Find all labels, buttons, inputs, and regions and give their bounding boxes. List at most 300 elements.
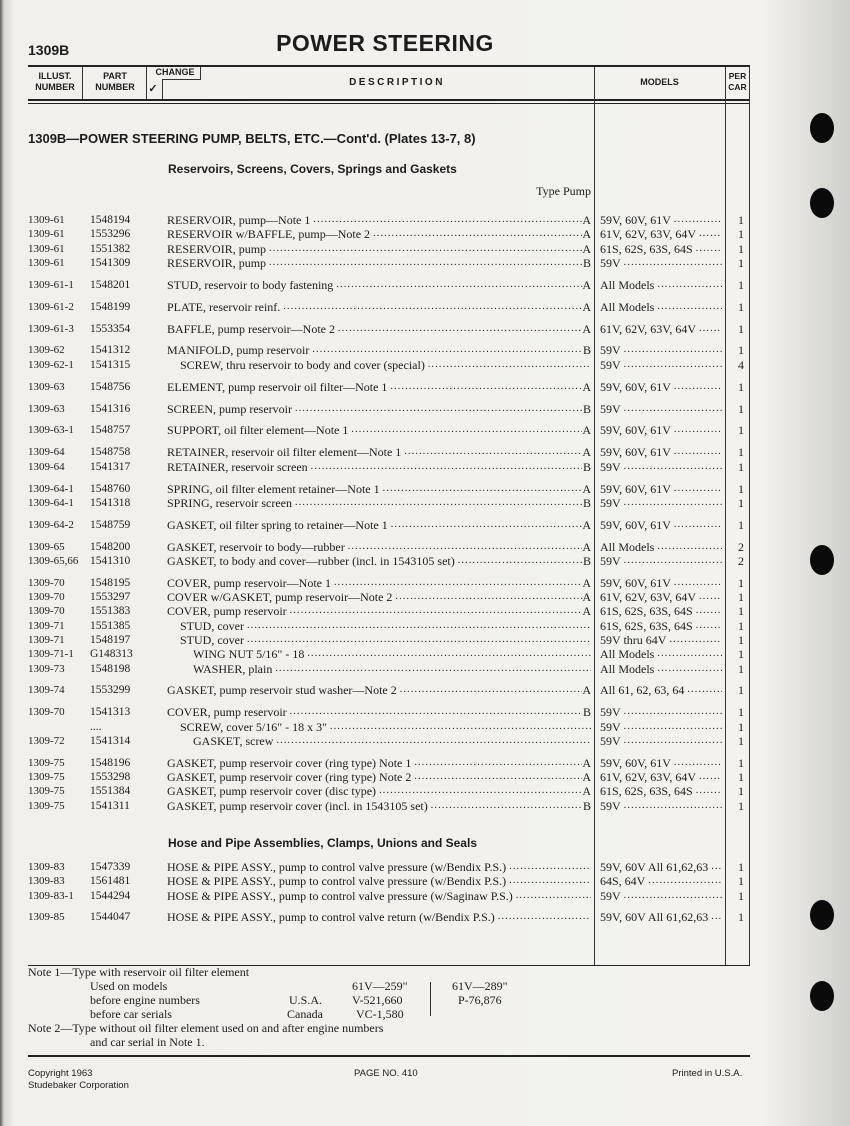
part-number: 1553299 — [90, 684, 131, 697]
dot-leader — [312, 343, 582, 357]
per-car: 1 — [738, 604, 744, 619]
models — [600, 860, 722, 874]
dot-leader — [624, 460, 722, 474]
models-text: 59V, 60V, 61V — [600, 445, 671, 460]
table-row — [0, 683, 760, 697]
table-row — [0, 874, 760, 888]
dot-leader — [351, 423, 582, 437]
footer-rule — [28, 1055, 750, 1057]
illust-number: 1309-64 — [28, 460, 65, 473]
models — [600, 343, 722, 357]
pump-type: A — [582, 445, 591, 460]
dot-leader — [334, 576, 582, 590]
models-text: 59V — [600, 733, 621, 748]
part-number: 1541318 — [90, 496, 131, 509]
note-usa: U.S.A. — [289, 993, 323, 1007]
per-car: 1 — [738, 495, 744, 510]
divider — [430, 982, 431, 1016]
description-text: PLATE, reservoir reinf. — [167, 299, 281, 314]
description-text: GASKET, pump reservoir stud washer—Note 2 — [167, 683, 397, 698]
description-text: HOSE & PIPE ASSY., pump to control valve pressure (w/Bendix P.S.) — [167, 874, 507, 889]
table-row — [0, 633, 760, 647]
note-col2-engine: P-76,876 — [458, 993, 502, 1007]
per-car: 1 — [738, 632, 744, 647]
table-row — [0, 604, 760, 618]
part-group — [0, 322, 760, 336]
description-text: COVER, pump reservoir — [167, 705, 287, 720]
per-car: 1 — [738, 227, 744, 242]
pump-type: A — [582, 517, 591, 532]
section-number: 1309B — [28, 42, 70, 58]
models-text: 59V — [600, 255, 621, 270]
pump-type: A — [582, 604, 591, 619]
models-text: All Models — [600, 539, 655, 554]
part-number: 1541315 — [90, 358, 131, 371]
models — [600, 633, 722, 647]
dot-leader — [295, 496, 582, 510]
part-group — [0, 343, 760, 372]
illust-number: 1309-70 — [28, 706, 65, 719]
per-car: 1 — [738, 255, 744, 270]
per-car: 1 — [738, 647, 744, 662]
dot-leader — [283, 300, 582, 314]
models — [600, 647, 722, 661]
per-car: 1 — [738, 277, 744, 292]
dot-leader — [624, 343, 722, 357]
pump-type: A — [582, 590, 591, 605]
company: Studebaker Corporation — [28, 1080, 129, 1091]
description — [167, 227, 582, 241]
per-car: 1 — [738, 481, 744, 496]
models — [600, 213, 722, 227]
models-text: 61V, 62V, 63V, 64V — [600, 590, 697, 605]
per-car: 1 — [738, 705, 744, 720]
pump-type: B — [582, 798, 591, 813]
dot-leader — [699, 590, 722, 604]
dot-leader — [657, 278, 722, 292]
part-number: 1548200 — [90, 540, 131, 553]
dot-leader — [624, 889, 722, 903]
part-number: 1548756 — [90, 380, 131, 393]
description-text: GASKET, pump reservoir cover (disc type) — [167, 784, 377, 799]
description-text: COVER, pump reservoir—Note 1 — [167, 575, 331, 590]
part-number: 1541311 — [90, 799, 130, 812]
part-group — [0, 213, 760, 270]
description — [167, 756, 582, 770]
dot-leader — [313, 213, 582, 227]
per-car: 1 — [738, 379, 744, 394]
dot-leader — [674, 756, 722, 770]
table-row — [0, 518, 760, 532]
part-number: 1553297 — [90, 591, 131, 604]
dot-leader — [295, 402, 582, 416]
dot-leader — [674, 380, 722, 394]
per-car: 1 — [738, 423, 744, 438]
models — [600, 784, 722, 798]
part-number: 1548198 — [90, 662, 131, 675]
dot-leader — [624, 402, 722, 416]
description-text: GASKET, pump reservoir cover (ring type) Note 1 — [167, 755, 412, 770]
illust-number: 1309-71-1 — [28, 648, 74, 661]
description — [167, 705, 582, 719]
dot-leader — [290, 604, 582, 618]
punch-hole — [810, 545, 834, 575]
part-number: 1548201 — [90, 278, 131, 291]
description-text: SCREW, cover 5/16" - 18 x 3" — [180, 719, 328, 734]
illust-number: 1309-70 — [28, 591, 65, 604]
description — [193, 647, 591, 661]
illust-number: 1309-65,66 — [28, 554, 79, 567]
note-2: Note 2—Type without oil filter element used on and after engine numbers — [28, 1021, 384, 1035]
description — [167, 482, 582, 496]
part-number: 1548199 — [90, 300, 131, 313]
dot-leader — [696, 619, 722, 633]
dot-leader — [247, 619, 591, 633]
section-heading: Reservoirs, Screens, Covers, Springs and Gaskets — [168, 162, 457, 176]
description-text: GASKET, to body and cover—rubber (incl. in 1543105 set) — [167, 553, 455, 568]
copyright: Copyright 1963 — [28, 1068, 93, 1079]
dot-leader — [390, 380, 582, 394]
per-car: 4 — [738, 357, 744, 372]
dot-leader — [624, 256, 722, 270]
part-number: 1561481 — [90, 875, 131, 888]
pump-type: A — [582, 379, 591, 394]
table-row — [0, 482, 760, 496]
dot-leader — [674, 482, 722, 496]
models-text: 59V — [600, 888, 621, 903]
description-text: RESERVOIR, pump — [167, 241, 267, 256]
illust-number: 1309-63 — [28, 402, 65, 415]
table-row — [0, 784, 760, 798]
models — [600, 242, 722, 256]
dot-leader — [674, 423, 722, 437]
pump-type: A — [582, 213, 591, 227]
description — [167, 423, 582, 437]
dot-leader — [669, 633, 722, 647]
models-text: 59V, 60V, 61V — [600, 481, 671, 496]
models — [600, 874, 722, 888]
parts-list-hoses — [0, 860, 760, 932]
part-number: 1541317 — [90, 460, 131, 473]
group-title: 1309B—POWER STEERING PUMP, BELTS, ETC.—Cont'd. (Plates 13-7, 8) — [28, 131, 476, 146]
description — [167, 683, 582, 697]
models-text: 59V — [600, 705, 621, 720]
dot-leader — [624, 720, 722, 734]
description — [167, 910, 591, 924]
illust-number: 1309-71 — [28, 633, 65, 646]
models — [600, 445, 722, 459]
models — [600, 278, 722, 292]
description-text: SUPPORT, oil filter element—Note 1 — [167, 423, 349, 438]
models-text: 59V, 60V, 61V — [600, 213, 671, 227]
dot-leader — [687, 683, 722, 697]
dot-leader — [348, 540, 582, 554]
description-text: GASKET, pump reservoir cover (ring type) Note 2 — [167, 770, 412, 785]
description-text: GASKET, reservoir to body—rubber — [167, 539, 345, 554]
models-text: 59V — [600, 553, 621, 568]
header-bottom-rule — [28, 99, 750, 101]
part-group — [0, 402, 760, 416]
description-text: SCREW, thru reservoir to body and cover (special) — [180, 357, 425, 372]
part-number: 1541316 — [90, 402, 131, 415]
dot-leader — [330, 720, 591, 734]
part-number: 1548197 — [90, 633, 131, 646]
per-car: 1 — [738, 755, 744, 770]
models-text: 64S, 64V — [600, 874, 646, 889]
part-number: 1544294 — [90, 889, 131, 902]
description-text: WING NUT 5/16" - 18 — [193, 647, 305, 662]
description-text: RETAINER, reservoir screen — [167, 459, 308, 474]
per-car: 1 — [738, 213, 744, 227]
description — [193, 734, 591, 748]
pump-type: A — [582, 539, 591, 554]
models-text: 59V — [600, 401, 621, 416]
description — [167, 770, 582, 784]
per-car: 2 — [738, 539, 744, 554]
dot-leader — [269, 242, 582, 256]
description — [167, 380, 582, 394]
dot-leader — [711, 860, 722, 874]
pump-type: A — [582, 770, 591, 785]
models — [600, 358, 722, 372]
note-1-engine: before engine numbers — [90, 993, 200, 1007]
models-text: 59V, 60V, 61V — [600, 379, 671, 394]
per-car: 1 — [738, 321, 744, 336]
per-car: 1 — [738, 733, 744, 748]
description — [167, 860, 591, 874]
models-text: 61V, 62V, 63V, 64V — [600, 321, 697, 336]
printed-in: Printed in U.S.A. — [672, 1068, 743, 1079]
dot-leader — [276, 734, 591, 748]
pump-type: B — [582, 495, 591, 510]
section-heading: Hose and Pipe Assemblies, Clamps, Unions and Seals — [168, 836, 477, 850]
table-row — [0, 496, 760, 510]
description-text: WASHER, plain — [193, 661, 273, 676]
description-text: HOSE & PIPE ASSY., pump to control valve pressure (w/Bendix P.S.) — [167, 860, 507, 874]
part-number: 1551385 — [90, 619, 131, 632]
part-group — [0, 278, 760, 292]
models-text: 59V, 60V, 61V — [600, 755, 671, 770]
parts-list-reservoirs — [0, 213, 760, 821]
table-row — [0, 460, 760, 474]
table-row — [0, 756, 760, 770]
dot-leader — [307, 647, 591, 661]
illust-number: 1309-61-1 — [28, 278, 74, 291]
models — [600, 402, 722, 416]
per-car: 1 — [738, 517, 744, 532]
models-text: 59V, 60V, 61V — [600, 423, 671, 438]
description — [167, 213, 582, 227]
pump-type: A — [582, 241, 591, 256]
dot-leader — [498, 910, 591, 924]
divider — [82, 67, 83, 99]
table-row — [0, 889, 760, 903]
per-car: 1 — [738, 888, 744, 903]
models-text: 59V, 60V, 61V — [600, 575, 671, 590]
models — [600, 300, 722, 314]
part-number: 1551383 — [90, 605, 131, 618]
note-col1-engine: V-521,660 — [352, 993, 403, 1007]
table-row — [0, 734, 760, 748]
note-canada: Canada — [287, 1007, 323, 1021]
part-number: 1541314 — [90, 734, 131, 747]
part-number: 1548195 — [90, 576, 131, 589]
part-number: 1547339 — [90, 861, 131, 873]
illust-number: 1309-75 — [28, 771, 65, 784]
type-pump-header: Type Pump — [536, 184, 591, 198]
table-row — [0, 402, 760, 416]
dot-leader — [657, 540, 722, 554]
part-number: 1541309 — [90, 256, 131, 269]
models — [600, 889, 722, 903]
per-car: 1 — [738, 860, 744, 874]
models — [600, 256, 722, 270]
models — [600, 683, 722, 697]
illust-number: 1309-70 — [28, 576, 65, 589]
table-row — [0, 540, 760, 554]
models-text: 59V — [600, 495, 621, 510]
models — [600, 423, 722, 437]
illust-number: 1309-71 — [28, 619, 65, 632]
illust-number: 1309-73 — [28, 662, 65, 675]
table-row — [0, 770, 760, 784]
pump-type: A — [582, 784, 591, 799]
models-text: All Models — [600, 647, 655, 662]
part-number: 1553298 — [90, 771, 131, 784]
models-text: All Models — [600, 661, 655, 676]
dot-leader — [624, 554, 722, 568]
description-text: STUD, reservoir to body fastening — [167, 277, 334, 292]
models — [600, 227, 722, 241]
dot-leader — [458, 554, 582, 568]
models — [600, 380, 722, 394]
description — [180, 619, 591, 633]
models-text: 61V, 62V, 63V, 64V — [600, 770, 697, 785]
models-text: 59V, 60V, 61V — [600, 517, 671, 532]
description — [167, 460, 582, 474]
description — [180, 633, 591, 647]
pump-type: A — [582, 299, 591, 314]
dot-leader — [699, 322, 722, 336]
note-1-serials: before car serials — [90, 1007, 172, 1021]
dot-leader — [379, 784, 582, 798]
punch-hole — [810, 981, 834, 1011]
illust-number: 1309-83 — [28, 861, 65, 873]
models — [600, 910, 722, 924]
table-row — [0, 799, 760, 813]
description — [167, 518, 582, 532]
per-car: 2 — [738, 553, 744, 568]
part-number: 1548759 — [90, 518, 131, 531]
models-text: All 61, 62, 63, 64 — [600, 683, 685, 698]
check-icon: ✓ — [148, 83, 158, 95]
col-header-description: DESCRIPTION — [349, 77, 445, 88]
models — [600, 734, 722, 748]
models-text: 61S, 62S, 63S, 64S — [600, 604, 693, 619]
punch-hole — [810, 900, 834, 930]
pump-type: A — [582, 423, 591, 438]
models-text: 59V, 60V All 61,62,63 — [600, 860, 709, 874]
dot-leader — [648, 874, 722, 888]
table-row — [0, 343, 760, 357]
description — [167, 540, 582, 554]
note-1: Note 1—Type with reservoir oil filter element — [28, 965, 250, 979]
dot-leader — [711, 910, 722, 924]
part-number: 1541312 — [90, 344, 131, 357]
illust-number: 1309-75 — [28, 756, 65, 769]
models — [600, 590, 722, 604]
table-row — [0, 705, 760, 719]
dot-leader — [290, 705, 582, 719]
description-text: GASKET, pump reservoir cover (incl. in 1543105 set) — [167, 798, 428, 813]
models — [600, 770, 722, 784]
illust-number: 1309-64-1 — [28, 496, 74, 509]
description — [167, 322, 582, 336]
illust-number: 1309-61 — [28, 214, 65, 226]
part-group — [0, 445, 760, 474]
description-text: STUD, cover — [180, 632, 244, 647]
illust-number: 1309-64-2 — [28, 518, 74, 531]
dot-leader — [674, 576, 722, 590]
per-car: 1 — [738, 459, 744, 474]
dot-leader — [674, 518, 722, 532]
dot-leader — [674, 445, 722, 459]
per-car: 1 — [738, 798, 744, 813]
dot-leader — [275, 662, 591, 676]
table-row — [0, 554, 760, 568]
illust-number: 1309-70 — [28, 605, 65, 618]
part-number: G148313 — [90, 648, 133, 661]
table-row — [0, 322, 760, 336]
description — [167, 445, 582, 459]
dot-leader — [338, 322, 582, 336]
per-car: 1 — [738, 683, 744, 698]
dot-leader — [624, 799, 722, 813]
dot-leader — [699, 770, 722, 784]
description-text: RETAINER, reservoir oil filter element—Note 1 — [167, 445, 402, 460]
description — [167, 343, 582, 357]
per-car: 1 — [738, 590, 744, 605]
page-number: PAGE NO. 410 — [354, 1068, 418, 1079]
dot-leader — [373, 227, 582, 241]
pump-type: A — [582, 481, 591, 496]
description — [167, 278, 582, 292]
part-number: 1541310 — [90, 554, 131, 567]
part-group — [0, 482, 760, 511]
pump-type: A — [582, 227, 591, 242]
table-row — [0, 380, 760, 394]
description-text: HOSE & PIPE ASSY., pump to control valve return (w/Bendix P.S.) — [167, 910, 495, 925]
models — [600, 518, 722, 532]
models — [600, 705, 722, 719]
per-car: 1 — [738, 445, 744, 460]
part-group — [0, 423, 760, 437]
table-row — [0, 242, 760, 256]
part-number: 1553296 — [90, 228, 131, 241]
table-row — [0, 278, 760, 292]
description-text: SCREEN, pump reservoir — [167, 401, 292, 416]
part-group — [0, 705, 760, 748]
models — [600, 496, 722, 510]
description — [167, 874, 591, 888]
description-text: RESERVOIR, pump—Note 1 — [167, 213, 311, 227]
description — [167, 496, 582, 510]
dot-leader — [428, 358, 591, 372]
description-text: MANIFOLD, pump reservoir — [167, 343, 310, 358]
part-group — [0, 518, 760, 532]
table-row — [0, 227, 760, 241]
table-row — [0, 213, 760, 227]
